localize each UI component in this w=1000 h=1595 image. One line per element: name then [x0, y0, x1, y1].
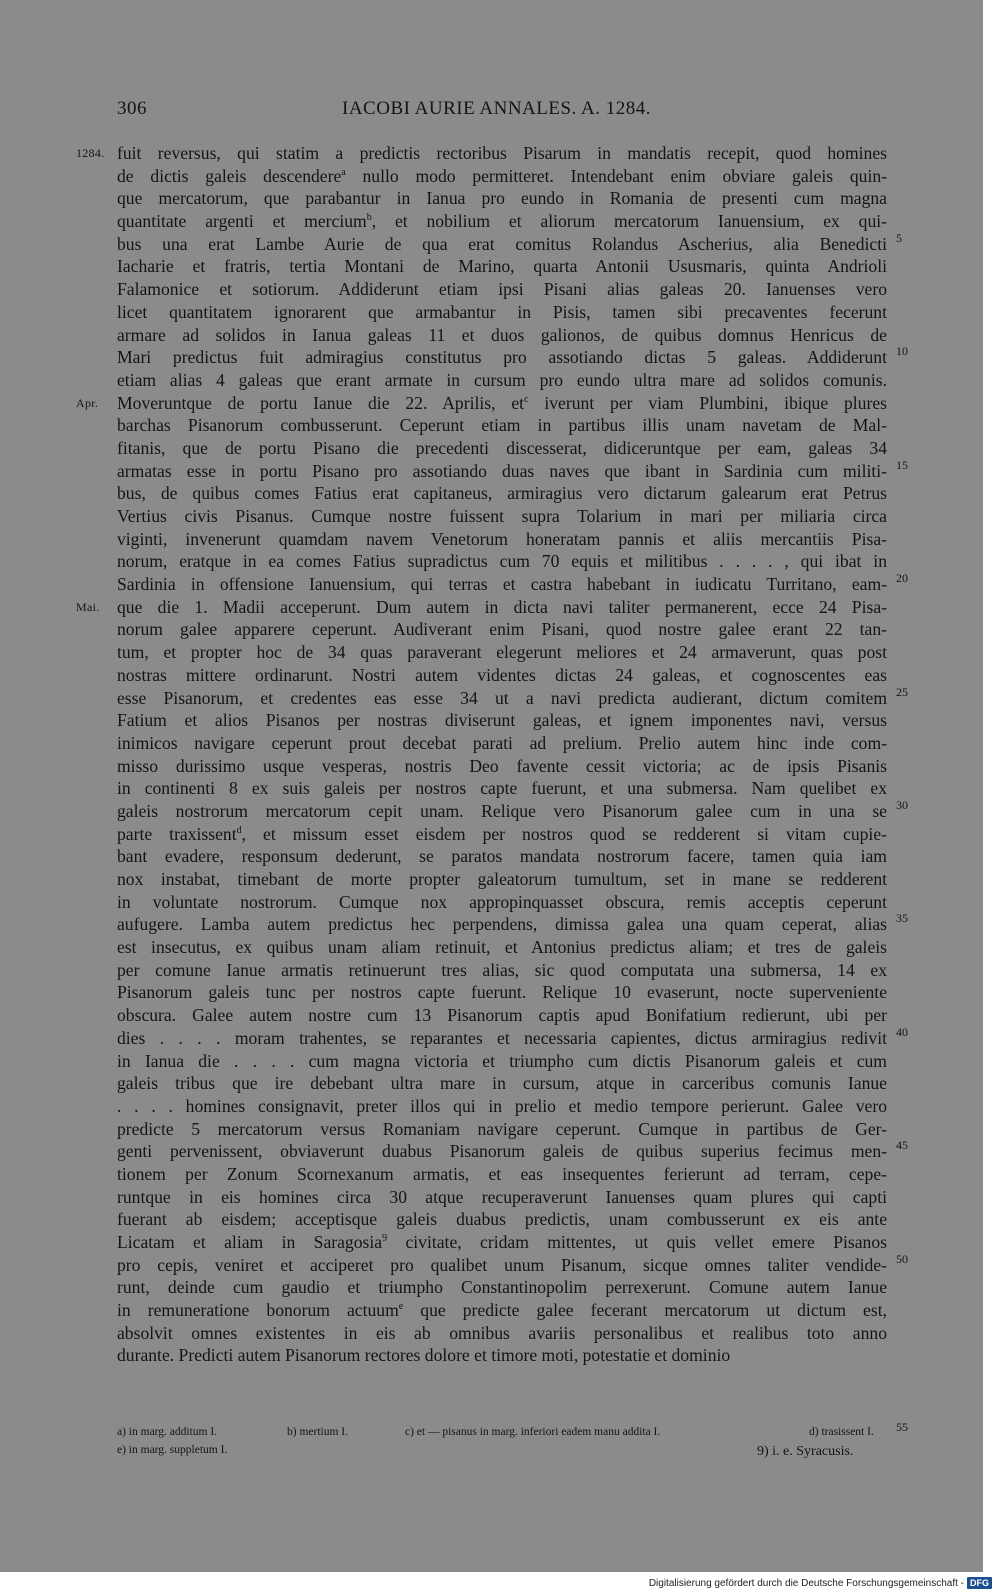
text-line	[117, 1322, 887, 1345]
line-text: fuit reversus, qui statim a predictis rectoribus Pisarum in mandatis recepit, quod homines	[117, 143, 887, 163]
text-line	[117, 777, 887, 800]
line-text: que die 1. Madii acceperunt. Dum autem in dicta navi taliter permanerent, ecce 24 Pisa-	[117, 596, 887, 617]
line-text: viginti, invenerunt quamdam navem Venetorum honeratam pannis et aliis mercantiis Pisa-	[117, 528, 887, 549]
text-line	[117, 823, 887, 846]
footnote-a: a) in marg. additum I.	[117, 1426, 218, 1438]
line-text: Mari predictus fuit admiragius constitutus pro assotiando dictas 5 galeas. Addiderunt	[117, 347, 887, 368]
line-text: absolvit omnes existentes in eis ab omnibus avariis personalibus et realibus toto anno	[117, 1322, 887, 1343]
text-line	[117, 641, 887, 664]
text-line	[117, 550, 887, 573]
line-text: fuerant ab eisdem; acceptisque galeis duabus predictis, unam combusserunt ex eis ante	[117, 1209, 887, 1230]
text-line	[117, 255, 887, 278]
footnote-b: b) mertium I.	[287, 1426, 348, 1438]
line-number: 30	[896, 797, 908, 812]
text-line	[117, 1231, 887, 1254]
text-line	[117, 1276, 887, 1299]
line-text: Pisanorum galeis tunc per nostros capte fuerunt. Relique 10 evaserunt, nocte superveniente	[117, 982, 887, 1003]
text-line	[117, 1050, 887, 1073]
line-number: 50	[896, 1251, 908, 1266]
page-number: 306	[117, 98, 147, 119]
line-text: galeis tribus que ire debebant ultra mare in cursum, atque in carceribus comunis Ianue	[117, 1073, 887, 1094]
text-line	[117, 755, 887, 778]
line-text: bus, de quibus comes Fatius erat capitaneus, armiragius vero dictarum galearum erat Petrus	[117, 483, 887, 504]
text-line	[117, 1095, 887, 1118]
line-text: civitate, cridam mittentes, ut quis vellet emere Pisanos	[387, 1232, 887, 1252]
line-text: dies . . . . moram trahentes, se reparantes et necessaria capientes, dictus armiragius redivit	[117, 1027, 887, 1048]
line-text: runtque in eis homines circa 30 atque recuperaverunt Ianuenses quam plures qui capti	[117, 1186, 887, 1207]
line-text: Licatam et aliam in Saragosia	[117, 1232, 383, 1252]
line-text: tum, et propter hoc de 34 quas paraverant elegerunt meliores et 24 armaverunt, quas post	[117, 642, 887, 663]
line-number: 40	[896, 1024, 908, 1039]
line-text: runt, deinde cum gaudio et triumpho Constantinopolim perrexerunt. Comune autem Ianue	[117, 1277, 887, 1298]
text-line	[76, 142, 887, 165]
line-text: que mercatorum, que parabantur in Ianua pro eundo in Romania de presenti cum magna	[117, 188, 887, 209]
line-text: que predicte galee fecerant mercatorum ut dictum est,	[403, 1300, 888, 1321]
running-title: IACOBI AURIE ANNALES. A. 1284.	[342, 98, 651, 119]
text-line	[117, 732, 887, 755]
text-line	[117, 278, 887, 301]
line-text: armare ad solidos in Ianua galeas 11 et duos galionos, de quibus domnus Henricus de	[117, 324, 887, 345]
line-text: armatas esse in portu Pisano pro assotiando duas naves que ibant in Sardinia cum militi-	[117, 460, 887, 481]
text-line	[117, 1024, 908, 1050]
line-text: Moveruntque de portu Ianue die 22. Aprilis, et	[117, 392, 525, 413]
text-line	[117, 1072, 887, 1095]
text-line	[76, 392, 887, 415]
line-text: galeis nostrorum mercatorum cepit unam. Relique vero Pisanorum galee cum in una se	[117, 800, 887, 821]
text-line	[117, 1163, 887, 1186]
line-text: tionem per Zonum Scornexanum armatis, et eas insequentes ferierunt ad terram, cepe-	[117, 1163, 887, 1184]
line-text: durante. Predicti autem Pisanorum rectores dolore et timore moti, potestatie et dominio	[117, 1345, 731, 1366]
line-text: norum, eratque in ea comes Fatius supradictus cum 70 equis et militibus . . . . , qui ibat in	[117, 551, 887, 572]
text-line	[117, 437, 887, 460]
line-text: bant evadere, responsum dederunt, se paratos mandata nostrorum facere, tamen quia iam	[117, 846, 887, 867]
line-text: Sardinia in offensione Ianuensium, qui terras et castra habebant in iudicatu Turritano, eam-	[117, 574, 887, 595]
digitization-credit	[649, 1577, 992, 1589]
line-text: per comune Ianue armatis retinuerunt tres alias, sic quod computata una submersa, 14 ex	[117, 959, 887, 980]
text-line	[117, 1251, 908, 1277]
text-line	[117, 457, 908, 483]
line-text: barchas Pisanorum combusserunt. Ceperunt etiam in partibus illis unam navetam de Mal-	[117, 415, 887, 436]
text-line	[117, 571, 908, 596]
text-line	[117, 1118, 887, 1141]
footnotes	[117, 1420, 908, 1462]
text-line	[117, 1186, 887, 1209]
text-line	[117, 165, 887, 188]
line-number: 10	[896, 344, 908, 359]
line-number: 25	[896, 684, 908, 699]
text-line	[117, 684, 908, 710]
line-text: predicte 5 mercatorum versus Romaniam navigare ceperunt. Cumque in partibus de Ger-	[117, 1118, 887, 1139]
footnote-e: e) in marg. suppletum I.	[117, 1444, 228, 1456]
line-text: nullo modo permitteret. Intendebant enim obviare galeis quin-	[345, 165, 887, 186]
text-line	[117, 505, 887, 528]
line-text: obscura. Galee autem nostre cum 13 Pisanorum captis apud Bonifatium redierunt, ubi per	[117, 1005, 887, 1026]
line-text: . . . . homines consignavit, preter illos qui in prelio et medio tempore perierunt. Galee vero	[117, 1095, 887, 1116]
line-text: inimicos navigare ceperunt prout decebat parati ad prelium. Prelio autem hinc inde com-	[117, 732, 887, 753]
line-number: 45	[896, 1138, 908, 1153]
text-line	[117, 528, 887, 551]
line-text: fitanis, que de portu Pisano die precedenti discesserat, didiceruntque per eam, galeas 34	[117, 437, 887, 458]
line-number: 15	[896, 457, 908, 472]
line-text: norum galee apparere ceperunt. Audiverant enim Pisani, quod nostre galee erant 22 tan-	[117, 619, 887, 640]
footnote-c: c) et — pisanus in marg. inferiori eadem manu addita I.	[405, 1426, 661, 1438]
line-text: est insecutus, ex quibus unam aliam retinuit, et Antonius predictus aliam; et tres de galeis	[117, 937, 887, 958]
line-text: esse Pisanorum, et credentes eas esse 34 ut a navi predicta audierant, dictum comitem	[117, 687, 887, 708]
line-text: in remuneratione bonorum actuum	[117, 1300, 399, 1321]
text-line	[117, 709, 887, 732]
footnote-marker: e	[398, 1301, 404, 1313]
line-number: 20	[896, 571, 908, 586]
text-line	[117, 1208, 887, 1231]
margin-note: Apr.	[76, 395, 99, 410]
line-text: , et missum esset eisdem per nostros quod se redderent si vitam cupie-	[241, 823, 887, 844]
line-text: Iacharie et fratris, tertia Montani de Marino, quarta Antonii Ususmaris, quinta Andrioli	[117, 256, 887, 277]
footnote-9: 9) i. e. Syracusis.	[757, 1444, 854, 1459]
text-line	[76, 596, 887, 619]
line-text: etiam alias 4 galeas que erant armate in cursum pro eundo ultra mare ad solidos comunis.	[117, 369, 887, 390]
line-text: misso durissimo usque vesperas, nostris Deo favente cessit victoria; ac de ipsis Pisanis	[117, 755, 887, 776]
text-line	[117, 344, 908, 369]
footnote-marker: 9	[382, 1233, 388, 1245]
footnote-marker: b	[366, 212, 372, 224]
text-line	[117, 324, 887, 347]
text-line	[117, 414, 887, 437]
dfg-logo: DFG	[967, 1577, 992, 1589]
text-line	[117, 936, 887, 959]
footnote-marker: c	[524, 393, 529, 405]
footnote-marker: d	[236, 824, 242, 836]
text-line	[117, 187, 887, 210]
margin-note: 1284.	[76, 146, 105, 160]
line-text: pro cepis, veniret et acciperet pro qualibet unum Pisanum, sicque omnes taliter vendide-	[117, 1254, 887, 1275]
text-line	[117, 797, 908, 823]
text-line	[117, 618, 887, 641]
text-line	[117, 911, 908, 936]
line-text: de dictis galeis descendere	[117, 165, 342, 186]
line-text: in Ianua die . . . . cum magna victoria et triumpho cum dictis Pisanorum galeis et cum	[117, 1050, 887, 1071]
text-line	[117, 891, 887, 914]
text-line	[117, 1004, 887, 1027]
text-line	[117, 482, 887, 505]
text-line	[117, 1299, 887, 1322]
line-number: 5	[896, 230, 902, 245]
text-line	[117, 301, 887, 324]
footnote-d: d) trasissent I.	[809, 1426, 874, 1438]
margin-note: Mai.	[76, 599, 100, 614]
line-text: licet quantitatem ignorarent que armabantur in Pisis, tamen sibi precaventes fecerunt	[117, 301, 887, 322]
line-text: nox instabat, timebant de morte propter galeatorum tumultum, set in mane se redderent	[117, 869, 887, 889]
line-text: Fatium et alios Pisanos per nostras diviserunt galeas, et ignem imponentes navi, versus	[117, 710, 887, 731]
text-line	[117, 664, 887, 687]
line-number: 35	[896, 911, 908, 926]
text-line	[117, 981, 887, 1004]
text-line	[117, 210, 887, 233]
line-text: Falamonice et sotiorum. Addiderunt etiam ipsi Pisani alias galeas 20. Ianuenses vero	[117, 279, 887, 300]
text-line	[117, 1138, 908, 1163]
line-text: nostras mittere ordinarunt. Nostri autem videntes dictas 24 galeas, et cognoscentes eas	[117, 664, 887, 685]
text-line	[117, 369, 887, 392]
text-line	[117, 1344, 887, 1367]
line-text: bus una erat Lambe Aurie de qua erat comitus Rolandus Ascherius, alia Benedicti	[117, 233, 887, 254]
text-line	[117, 230, 902, 256]
credit-text: Digitalisierung gefördert durch die Deutsche Forschungsgemeinschaft -	[648, 1577, 964, 1589]
text-line	[117, 868, 887, 891]
line-text: genti pervenissent, obviaverunt duabus Pisanorum galeis de quibus superius fecimus men-	[117, 1141, 887, 1162]
line-text: parte traxissent	[117, 823, 237, 844]
line-text: in voluntate nostrorum. Cumque nox appropinquasset obscura, remis acceptis ceperunt	[117, 891, 887, 912]
line-text: aufugere. Lamba autem predictus hec perpendens, dimissa galea una quam ceperat, alias	[117, 914, 887, 935]
line-text: in continenti 8 ex suis galeis per nostros capte fuerunt, et una submersa. Nam quelibet ex	[117, 778, 887, 799]
text-line	[117, 845, 887, 868]
line-text: Vertius civis Pisanus. Cumque nostre fuissent supra Tolarium in mari per miliaria circa	[117, 506, 887, 526]
line-text: iverunt per viam Plumbini, ibique plures	[528, 392, 887, 413]
body-text	[76, 142, 908, 1367]
text-line	[117, 959, 887, 982]
line-text: , et nobilium et aliorum mercatorum Ianuensium, ex qui-	[371, 211, 887, 232]
line-number: 55	[896, 1420, 908, 1434]
footnote-marker: a	[341, 166, 346, 178]
line-text: quantitate argenti et mercium	[117, 211, 367, 232]
